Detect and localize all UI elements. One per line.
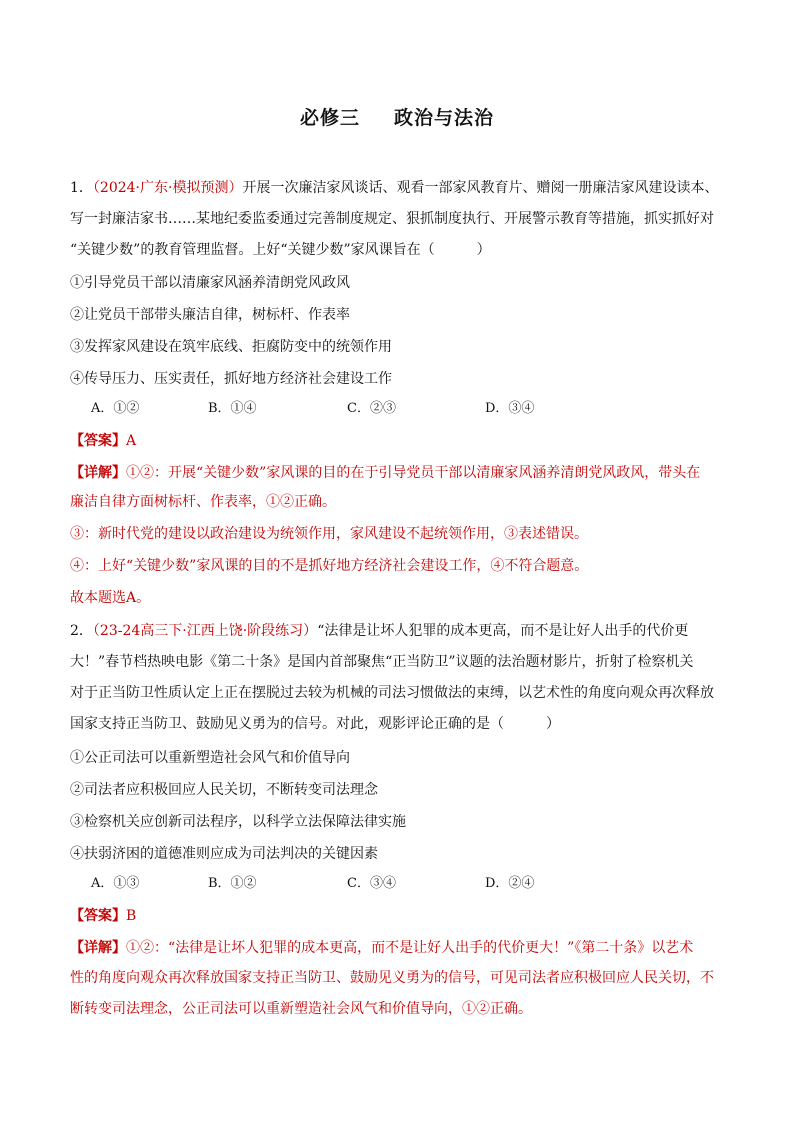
title-part-1: 必修三 [299, 107, 360, 129]
answer-tag: 【答案】 [70, 908, 126, 924]
question-1-detail-line-4: ④：上好“关键少数”家风课的目的不是抓好地方经济社会建设工作，④不符合题意。 [70, 558, 589, 574]
question-1-detail-line-2: 廉洁自律方面树标杆、作表率，①②正确。 [70, 494, 336, 510]
question-1-item-3: ③发挥家风建设在筑牢底线、拒腐防变中的统领作用 [70, 339, 392, 355]
question-1-option-b: B．①④ [208, 401, 257, 416]
detail-tag: 【详解】 [70, 940, 126, 956]
question-2-option-d: D．②④ [485, 876, 535, 891]
question-2-option-b: B．①② [208, 876, 257, 891]
question-2-line-3: 对于正当防卫性质认定上正在摆脱过去较为机械的司法习惯做法的束缚，以艺术性的角度向观众再次释放 [70, 685, 714, 701]
question-2-item-2: ②司法者应积极回应人民关切，不断转变司法理念 [70, 782, 378, 798]
page-title [0, 103, 794, 130]
question-1-number: 1． [70, 180, 93, 196]
question-1-option-a: A．①② [91, 401, 140, 416]
question-2-detail-line-3: 断转变司法理念，公正司法可以重新塑造社会风气和价值导向，①②正确。 [70, 1001, 532, 1017]
question-2-source: （23-24高三下·江西上饶·阶段练习） [92, 623, 318, 639]
question-1-item-2: ②让党员干部带头廉洁自律，树标杆、作表率 [70, 307, 350, 323]
question-2-item-1: ①公正司法可以重新塑造社会风气和价值导向 [70, 750, 350, 766]
question-1-source: （2024·广东·模拟预测） [92, 180, 243, 196]
question-2-line-2: 大！”春节档热映电影《第二十条》是国内首部聚焦“正当防卫”议题的法治题材影片，折射了检察机关 [70, 654, 694, 670]
question-2-text: “法律是让坏人犯罪的成本更高，而不是让好人出手的代价更 [317, 623, 689, 639]
question-1-detail-line-1 [70, 463, 730, 483]
question-1-item-1: ①引导党员干部以清廉家风涵养清朗党风政风 [70, 275, 350, 291]
question-2-answer [70, 906, 730, 926]
title-part-2: 政治与法治 [394, 107, 495, 129]
question-1-detail-line-3: ③：新时代党的建设以政治建设为统领作用，家风建设不起统领作用，③表述错误。 [70, 526, 588, 542]
question-2-option-c: C．③④ [347, 876, 396, 891]
question-1-line-2: 写一封廉洁家书……某地纪委监委通过完善制度规定、狠抓制度执行、开展警示教育等措施，抓实抓好对 [70, 211, 714, 227]
question-1-item-4: ④传导压力、压实责任，抓好地方经济社会建设工作 [70, 371, 392, 387]
question-1-answer [70, 431, 730, 451]
question-1-option-c: C．②③ [347, 401, 396, 416]
answer-tag: 【答案】 [70, 433, 126, 449]
question-1-line-3: “关键少数”的教育管理监督。上好“关键少数”家风课旨在（ ） [70, 242, 491, 258]
answer-value: B [126, 908, 137, 924]
question-2-item-3: ③检察机关应创新司法程序，以科学立法保障法律实施 [70, 814, 406, 830]
detail-text: ①②：“法律是让坏人犯罪的成本更高，而不是让好人出手的代价更大！”《第二十条》以艺术 [126, 940, 694, 956]
question-1-text: 开展一次廉洁家风谈话、观看一部家风教育片、赠阅一册廉洁家风建设读本、 [242, 180, 719, 196]
question-2-detail-line-2: 性的角度向观众再次释放国家支持正当防卫、鼓励见义勇为的信号，可见司法者应积极回应人民关切，不 [70, 970, 714, 986]
detail-text: ①②：开展“关键少数”家风课的目的在于引导党员干部以清廉家风涵养清朗党风政风，带头在 [126, 465, 701, 481]
question-2-number: 2． [70, 623, 93, 639]
detail-tag: 【详解】 [70, 465, 126, 481]
question-1-line-1 [70, 178, 730, 198]
question-2-detail-line-1 [70, 938, 730, 958]
question-2-line-4: 国家支持正当防卫、鼓励见义勇为的信号。对此，观影评论正确的是（ ） [70, 716, 560, 732]
question-1-option-d: D．③④ [485, 401, 535, 416]
question-2-option-a: A．①③ [91, 876, 140, 891]
answer-value: A [126, 433, 137, 449]
question-2-item-4: ④扶弱济困的道德准则应成为司法判决的关键因素 [70, 846, 378, 862]
question-2-line-1 [70, 621, 730, 641]
question-1-conclusion: 故本题选A。 [70, 590, 151, 606]
